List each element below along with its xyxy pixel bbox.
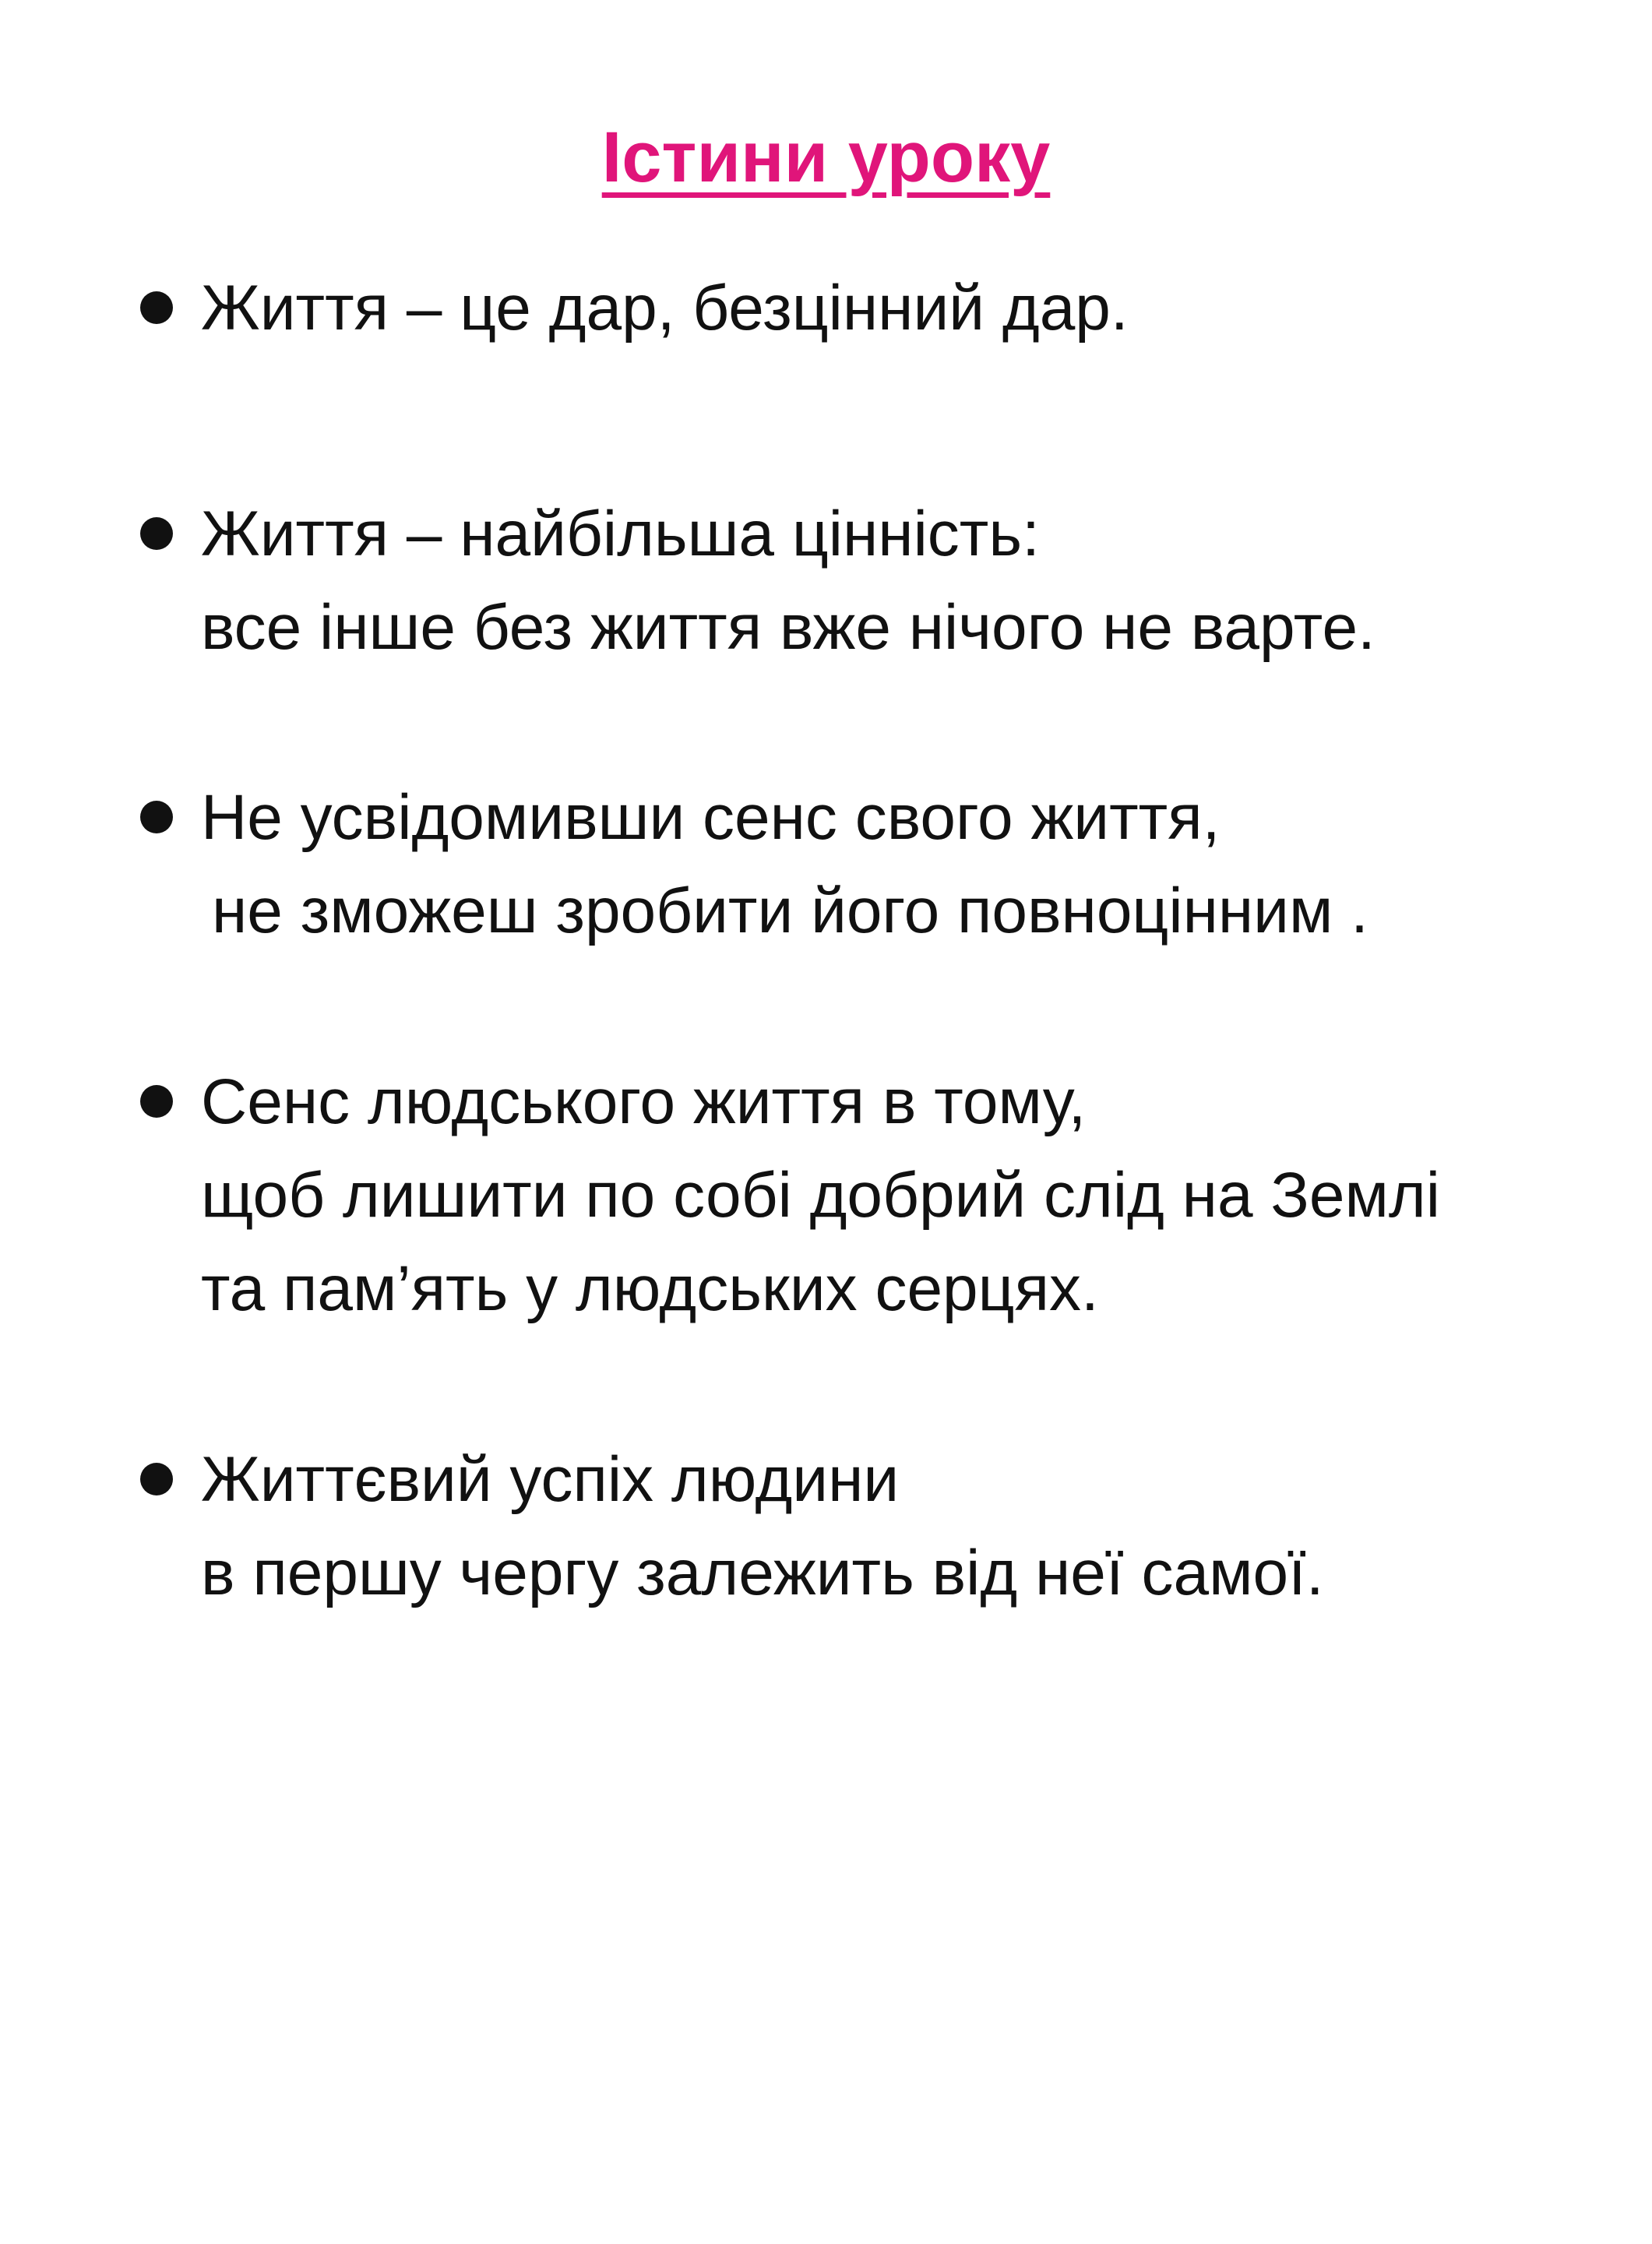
list-item-line: все інше без життя вже нічого не варте. [201, 592, 1375, 663]
list-item-line: Життя – найбільша цінність: [201, 498, 1040, 569]
bullet-icon [140, 801, 173, 833]
bullet-icon [140, 291, 173, 324]
page-title [0, 117, 1652, 199]
list-item-line: щоб лишити по собі добрий слід на Землі [201, 1160, 1440, 1231]
list-item-line: не зможеш зробити його повноцінним . [212, 875, 1368, 946]
bullet-icon [140, 1085, 173, 1118]
list-item-line: та пам’ять у людських серцях. [201, 1253, 1099, 1324]
list-item-line: Сенс людського життя в тому, [201, 1066, 1087, 1137]
bullet-icon [140, 1463, 173, 1495]
list-item-line: Не усвідомивши сенс свого життя, [201, 782, 1221, 853]
page-title-text: Істини уроку [601, 118, 1051, 197]
list-item-line: Життя – це дар, безцінний дар. [201, 273, 1129, 343]
list-item-line: Життєвий успіх людини [201, 1444, 900, 1515]
list-item-line: в першу чергу залежить від неї самої. [201, 1538, 1324, 1608]
bullet-icon [140, 517, 173, 550]
